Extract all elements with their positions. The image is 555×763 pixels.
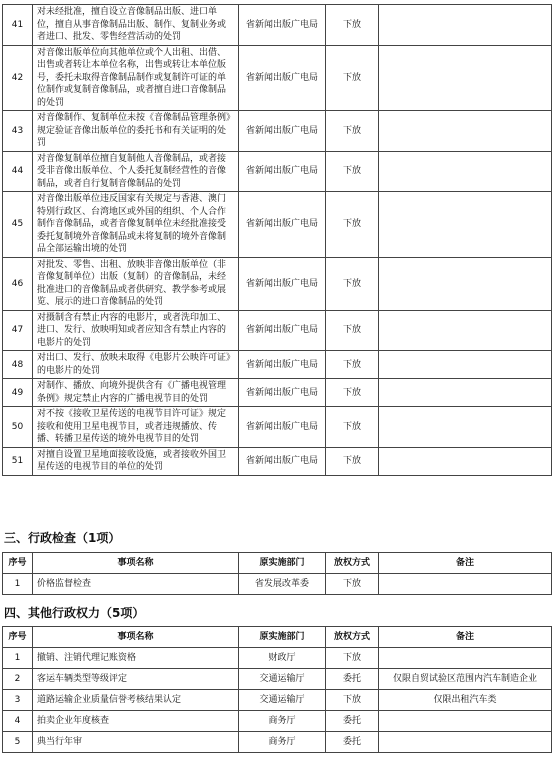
cell-note [379,192,552,258]
cell-note [379,732,552,753]
cell-mode: 下放 [326,648,379,669]
table-row [3,310,552,351]
table-row [3,732,552,753]
cell-name: 客运车辆类型等级评定 [33,669,239,690]
cell-name: 对音像制作、复制单位未按《音像制品管理条例》规定验证音像出版单位的委托书和有关证明的处罚 [33,111,239,152]
cell-dept: 商务厅 [239,711,326,732]
cell-num: 44 [3,151,33,192]
cell-mode: 委托 [326,669,379,690]
header-mode: 放权方式 [326,553,379,574]
cell-dept: 省发展改革委 [239,574,326,595]
cell-dept: 交通运输厅 [239,669,326,690]
cell-name: 对制作、播放、向境外提供含有《广播电视管理条例》规定禁止内容的广播电视节目的处罚 [33,379,239,407]
header-num: 序号 [3,553,33,574]
inspection-table [2,552,552,595]
table-row [3,711,552,732]
cell-num: 47 [3,310,33,351]
cell-num: 1 [3,648,33,669]
cell-note [379,574,552,595]
table-row [3,45,552,111]
header-name: 事项名称 [33,627,239,648]
table-row [3,669,552,690]
cell-mode: 下放 [326,574,379,595]
table-header-row [3,553,552,574]
cell-name: 对出口、发行、放映未取得《电影片公映许可证》的电影片的处罚 [33,351,239,379]
cell-dept: 省新闻出版广电局 [239,5,326,46]
cell-note [379,648,552,669]
cell-note [379,257,552,310]
cell-note [379,407,552,448]
header-num: 序号 [3,627,33,648]
table-row [3,447,552,475]
cell-mode: 下放 [326,407,379,448]
cell-name: 对未经批准，擅自设立音像制品出版、进口单位，擅自从事音像制品出版、制作、复制业务或者进口、批发、零售经营活动的处罚 [33,5,239,46]
table-row [3,5,552,46]
cell-mode: 下放 [326,690,379,711]
cell-name: 典当行年审 [33,732,239,753]
cell-dept: 省新闻出版广电局 [239,111,326,152]
cell-num: 46 [3,257,33,310]
cell-name: 对音像复制单位擅自复制他人音像制品，或者接受非音像出版单位、个人委托复制经营性的音像制品，或者自行复制音像制品的处罚 [33,151,239,192]
cell-dept: 省新闻出版广电局 [239,351,326,379]
cell-dept: 交通运输厅 [239,690,326,711]
table-row [3,351,552,379]
cell-name: 对音像出版单位违反国家有关规定与香港、澳门特别行政区、台湾地区或外国的组织、个人合作制作音像制品，或者音像复制单位未经批准接受委托复制境外音像制品或未将复制的境外音像制品全部运输出境的处罚 [33,192,239,258]
cell-note [379,447,552,475]
cell-num: 43 [3,111,33,152]
header-note: 备注 [379,553,552,574]
cell-num: 4 [3,711,33,732]
cell-num: 48 [3,351,33,379]
cell-note: 仅限出租汽车类 [379,690,552,711]
cell-dept: 省新闻出版广电局 [239,257,326,310]
cell-mode: 下放 [326,379,379,407]
cell-num: 3 [3,690,33,711]
cell-dept: 省新闻出版广电局 [239,379,326,407]
cell-mode: 下放 [326,351,379,379]
cell-num: 50 [3,407,33,448]
header-note: 备注 [379,627,552,648]
cell-mode: 下放 [326,111,379,152]
cell-note [379,351,552,379]
section-title-inspection: 三、行政检查（1项） [4,531,121,545]
table-row [3,648,552,669]
cell-mode: 下放 [326,257,379,310]
cell-dept: 财政厅 [239,648,326,669]
cell-note: 仅限自贸试验区范围内汽车制造企业 [379,669,552,690]
cell-num: 51 [3,447,33,475]
header-mode: 放权方式 [326,627,379,648]
cell-dept: 省新闻出版广电局 [239,310,326,351]
cell-name: 对擅自设置卫星地面接收设施，或者接收外国卫星传送的电视节目的单位的处罚 [33,447,239,475]
cell-dept: 省新闻出版广电局 [239,45,326,111]
cell-name: 对音像出版单位向其他单位或个人出租、出借、出售或者转让本单位名称，出售或转让本单位版号，委托未取得音像制品制作或复制许可证的单位制作或复制音像制品，或者擅自进口音像制品的处罚 [33,45,239,111]
cell-dept: 省新闻出版广电局 [239,192,326,258]
header-name: 事项名称 [33,553,239,574]
header-dept: 原实施部门 [239,627,326,648]
table-row [3,690,552,711]
cell-num: 49 [3,379,33,407]
cell-name: 拍卖企业年度核查 [33,711,239,732]
cell-mode: 下放 [326,447,379,475]
section-title-other-powers: 四、其他行政权力（5项） [4,606,145,620]
cell-name: 撤销、注销代理记账资格 [33,648,239,669]
cell-num: 1 [3,574,33,595]
cell-dept: 商务厅 [239,732,326,753]
cell-num: 42 [3,45,33,111]
cell-name: 道路运输企业质量信誉考核结果认定 [33,690,239,711]
cell-num: 41 [3,5,33,46]
cell-mode: 下放 [326,310,379,351]
cell-note [379,111,552,152]
cell-note [379,711,552,732]
cell-note [379,151,552,192]
table-row [3,192,552,258]
cell-num: 2 [3,669,33,690]
cell-name: 对批发、零售、出租、放映非音像出版单位（非音像复制单位）出版（复制）的音像制品，未经批准进口的音像制品或者供研究、教学参考或展览、展示的进口音像制品的处罚 [33,257,239,310]
cell-num: 45 [3,192,33,258]
cell-mode: 委托 [326,711,379,732]
table-row [3,111,552,152]
cell-mode: 委托 [326,732,379,753]
cell-note [379,45,552,111]
other-powers-table [2,626,552,753]
table-row [3,379,552,407]
cell-mode: 下放 [326,151,379,192]
cell-name: 对不按《接收卫星传送的电视节目许可证》规定接收和使用卫星电视节目，或者违规播放、传播、转播卫星传送的境外电视节目的处罚 [33,407,239,448]
table-row [3,257,552,310]
table-row [3,407,552,448]
cell-dept: 省新闻出版广电局 [239,407,326,448]
cell-num: 5 [3,732,33,753]
cell-dept: 省新闻出版广电局 [239,447,326,475]
cell-mode: 下放 [326,45,379,111]
table-row [3,151,552,192]
cell-note [379,379,552,407]
cell-note [379,310,552,351]
cell-mode: 下放 [326,5,379,46]
cell-name: 对摄制含有禁止内容的电影片，或者洗印加工、进口、发行、放映明知或者应知含有禁止内容的电影片的处罚 [33,310,239,351]
cell-name: 价格监督检查 [33,574,239,595]
header-dept: 原实施部门 [239,553,326,574]
table-row [3,574,552,595]
cell-dept: 省新闻出版广电局 [239,151,326,192]
table-header-row [3,627,552,648]
cell-note [379,5,552,46]
penalty-items-table [2,4,552,476]
cell-mode: 下放 [326,192,379,258]
